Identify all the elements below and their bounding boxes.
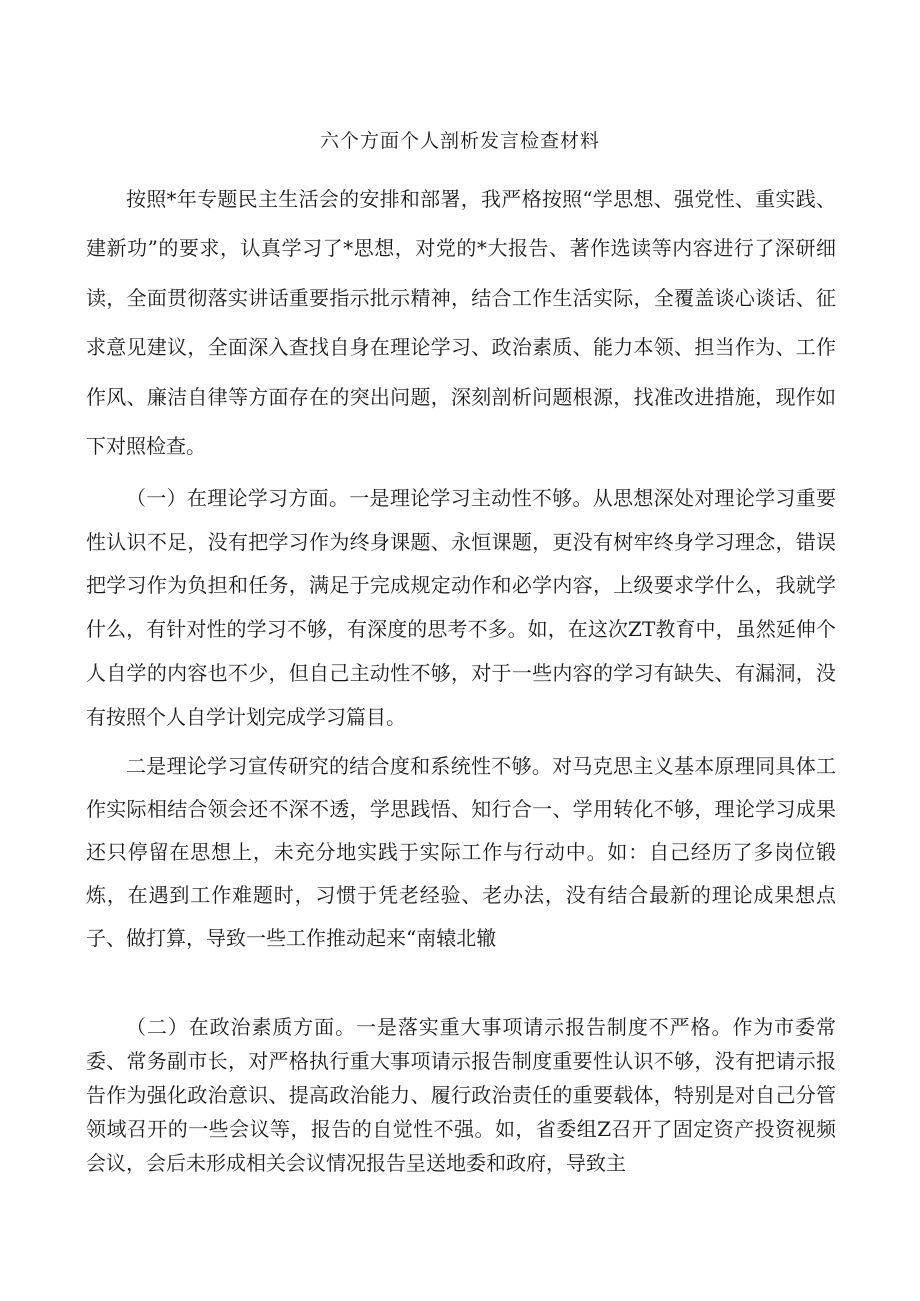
paragraph-theory-study: （一）在理论学习方面。一是理论学习主动性不够。从思想深处对理论学习重要性认识不足，没有把学习作为终身课题、永恒课题，更没有树牢终身学习理念，错误把学习作为负担和任务，满足于完成规定动作和必学内容，上级要求学什么，我就学什么，有针对性的学习不够，有深度的思考不多。如，在这次ZT教育中，虽然延伸个人自学的内容也不少，但自己主动性不够，对于一些内容的学习有缺失、有漏洞，没有按照个人自学计划完成学习篇目。 <box>86 486 836 729</box>
document-title: 六个方面个人剖析发言检查材料 <box>319 130 600 152</box>
paragraph-theory-integration: 二是理论学习宣传研究的结合度和系统性不够。对马克思主义基本原理同具体工作实际相结合领会还不深不透，学思践悟、知行合一、学用转化不够，理论学习成果还只停留在思想上，未充分地实践于实际工作与行动中。如：自己经历了多岗位锻炼，在遇到工作难题时，习惯于凭老经验、老办法，没有结合最新的理论成果想点子、做打算，导致一些工作推动起来“南辕北辙 <box>86 754 836 950</box>
paragraph-political-quality: （二）在政治素质方面。一是落实重大事项请示报告制度不严格。作为市委常委、常务副市长，对严格执行重大事项请示报告制度重要性认识不够，没有把请示报告作为强化政治意识、提高政治能力、履行政治责任的重要载体，特别是对自己分管领域召开的一些会议等，报告的自觉性不强。如，省委组Z召开了固定资产投资视频会议，会后未形成相关会议情况报告呈送地委和政府，导致主 <box>86 1015 836 1175</box>
paragraph-intro: 按照*年专题民主生活会的安排和部署，我严格按照“学思想、强党性、重实践、建新功”的要求，认真学习了*思想，对党的*大报告、著作选读等内容进行了深研细读，全面贯彻落实讲话重要指示批示精神，结合工作生活实际，全覆盖谈心谈话、征求意见建议，全面深入查找自身在理论学习、政治素质、能力本领、担当作为、工作作风、廉洁自律等方面存在的突出问题，深刻剖析问题根源，找准改进措施，现作如下对照检查。 <box>86 187 836 459</box>
